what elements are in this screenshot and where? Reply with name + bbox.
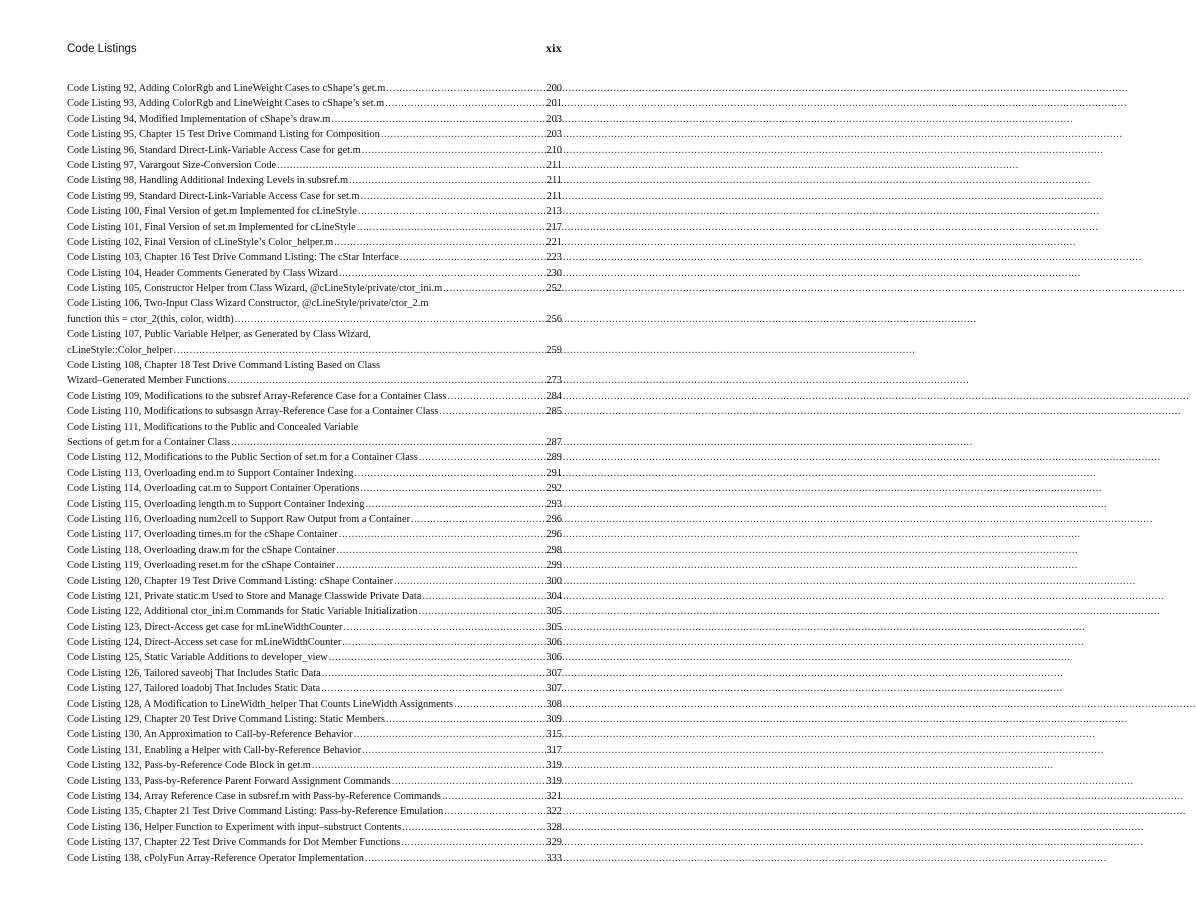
dot-leader <box>386 81 545 96</box>
dot-leader <box>321 681 545 696</box>
listing-entry <box>67 820 562 835</box>
dot-leader <box>402 820 545 835</box>
listing-entry <box>67 158 562 173</box>
listing-page-number: 299 <box>546 560 562 572</box>
listing-entry <box>67 758 562 773</box>
listing-title: Code Listing 116, Overloading num2cell to Support Raw Output from a Container <box>67 513 411 525</box>
page-number: xix <box>545 41 562 55</box>
dot-leader <box>411 512 545 527</box>
dot-leader <box>331 112 545 127</box>
listing-entry <box>67 743 562 758</box>
listing-entry <box>67 327 562 358</box>
listing-page-number: 308 <box>546 698 562 710</box>
listing-entry <box>67 389 562 404</box>
dot-leader <box>419 450 546 465</box>
listing-page-number: 317 <box>546 744 562 756</box>
listing-entry <box>67 681 562 696</box>
listing-page-number: 203 <box>546 113 562 125</box>
listing-title: Code Listing 102, Final Version of cLineStyle’s Color_helper.m <box>67 236 334 248</box>
listing-line <box>67 266 562 281</box>
listing-page-number: 211 <box>546 175 562 187</box>
listing-line <box>67 173 562 188</box>
listing-title: Code Listing 127, Tailored loadobj That Includes Static Data <box>67 683 321 695</box>
listing-page-number: 213 <box>546 206 562 218</box>
listing-line <box>67 589 562 604</box>
listing-entry <box>67 420 562 451</box>
listing-line <box>67 697 562 712</box>
dot-leader <box>442 789 545 804</box>
listing-page-number: 296 <box>546 529 562 541</box>
listing-entry <box>67 358 562 389</box>
listing-line <box>67 281 562 296</box>
dot-leader <box>339 527 546 542</box>
dot-leader <box>349 173 546 188</box>
listing-entry <box>67 250 562 265</box>
listing-title: Code Listing 105, Constructor Helper from Class Wizard, @cLineStyle/private/ctor_ini.m <box>67 283 443 295</box>
listing-page-number: 306 <box>546 637 562 649</box>
dot-leader <box>400 250 546 265</box>
dot-leader <box>227 373 545 388</box>
listing-page-number: 293 <box>546 498 562 510</box>
listing-title: Code Listing 113, Overloading end.m to Support Container Indexing <box>67 467 354 479</box>
listing-line <box>67 112 562 127</box>
listing-title: Code Listing 126, Tailored saveobj That Includes Static Data <box>67 667 321 679</box>
listing-page-number: 292 <box>546 483 562 495</box>
listing-title: Code Listing 137, Chapter 22 Test Drive Commands for Dot Member Functions <box>67 837 401 849</box>
dot-leader <box>277 158 546 173</box>
running-header <box>67 41 562 59</box>
listing-title-line: Code Listing 106, Two-Input Class Wizard Constructor, @cLineStyle/private/ctor_2.m <box>67 298 429 310</box>
listing-title-line: Code Listing 111, Modifications to the Public and Concealed Variable <box>67 421 359 433</box>
listing-page-number: 284 <box>546 390 562 402</box>
dot-leader <box>336 543 545 558</box>
dot-leader <box>439 404 545 419</box>
listing-page-number: 211 <box>546 159 562 171</box>
listing-entry <box>67 635 562 650</box>
listing-title: Code Listing 97, Varargout Size-Conversion Code <box>67 159 277 171</box>
listing-title: Code Listing 129, Chapter 20 Test Drive Command Listing: Static Members <box>67 714 385 726</box>
listing-entry <box>67 204 562 219</box>
listing-title: Code Listing 92, Adding ColorRgb and LineWeight Cases to cShape’s get.m <box>67 83 386 94</box>
listing-entry <box>67 81 562 96</box>
listing-entry <box>67 789 562 804</box>
listing-title: Code Listing 114, Overloading cat.m to Support Container Operations <box>67 483 360 495</box>
listing-title: Code Listing 95, Chapter 15 Test Drive Command Listing for Composition <box>67 129 380 141</box>
listing-line <box>67 789 562 804</box>
dot-leader <box>365 497 545 512</box>
listing-title: Code Listing 115, Overloading length.m to Support Container Indexing <box>67 498 365 510</box>
listing-line <box>67 250 562 265</box>
listing-line <box>67 158 562 173</box>
listing-entry <box>67 235 562 250</box>
listing-page-number: 210 <box>546 144 562 156</box>
listing-line <box>67 558 562 573</box>
listing-title-line: Code Listing 108, Chapter 18 Test Drive Command Listing Based on Class <box>67 360 381 372</box>
listing-page-number: 321 <box>546 790 562 802</box>
listing-title-line: Code Listing 107, Public Variable Helper, as Generated by Class Wizard, <box>67 329 371 341</box>
listing-entry <box>67 512 562 527</box>
listing-entry <box>67 697 562 712</box>
listing-title: Code Listing 117, Overloading times.m for the cShape Container <box>67 529 338 541</box>
listing-entry <box>67 266 562 281</box>
dot-leader <box>354 727 546 742</box>
listing-title: Code Listing 123, Direct-Access get case for mLineWidthCounter <box>67 621 343 633</box>
listing-line <box>67 835 562 850</box>
listing-page-number: 200 <box>546 83 562 94</box>
listing-title: function this = ctor_2(this, color, width) <box>67 313 234 325</box>
dot-leader <box>360 481 545 496</box>
listing-line <box>67 481 562 496</box>
listing-title: Code Listing 98, Handling Additional Indexing Levels in subsref.m <box>67 175 349 187</box>
listing-entry <box>67 543 562 558</box>
dot-leader <box>444 804 545 819</box>
listing-line <box>67 373 562 388</box>
listing-title: Sections of get.m for a Container Class <box>67 436 231 448</box>
listing-page-number: 306 <box>546 652 562 664</box>
listing-entry <box>67 404 562 419</box>
listing-title: Code Listing 110, Modifications to subsasgn Array-Reference Case for a Container Class <box>67 406 439 418</box>
listing-entry <box>67 96 562 111</box>
listing-line <box>67 758 562 773</box>
dot-leader <box>358 204 546 219</box>
dot-leader <box>361 189 546 204</box>
listing-line <box>67 143 562 158</box>
dot-leader <box>339 266 545 281</box>
listing-entry <box>67 127 562 142</box>
dot-leader <box>385 96 545 111</box>
listing-title: Code Listing 101, Final Version of set.m Implemented for cLineStyle <box>67 221 356 233</box>
listing-line <box>67 235 562 250</box>
listing-entry <box>67 666 562 681</box>
dot-leader <box>392 774 546 789</box>
listing-line <box>67 851 562 866</box>
listing-line <box>67 404 562 419</box>
listing-title: Code Listing 99, Standard Direct-Link-Variable Access Case for set.m <box>67 190 360 202</box>
listing-line <box>67 81 562 96</box>
listing-line <box>67 343 562 358</box>
dot-leader <box>454 697 545 712</box>
listing-page-number: 273 <box>546 375 562 387</box>
listing-page-number: 296 <box>546 513 562 525</box>
listing-entry <box>67 481 562 496</box>
listing-page-number: 304 <box>546 590 562 602</box>
listing-title: Code Listing 138, cPolyFun Array-Reference Operator Implementation <box>67 852 364 864</box>
listing-title: Code Listing 131, Enabling a Helper with Call-by-Reference Behavior <box>67 744 362 756</box>
dot-leader <box>354 466 545 481</box>
listing-page-number: 319 <box>546 760 562 772</box>
dot-leader <box>443 281 545 296</box>
listing-line <box>67 312 562 327</box>
dot-leader <box>418 604 545 619</box>
listing-line <box>67 804 562 819</box>
dot-leader <box>357 220 546 235</box>
listing-line <box>67 574 562 589</box>
listing-page-number: 329 <box>546 837 562 849</box>
dot-leader <box>312 758 546 773</box>
dot-leader <box>336 558 545 573</box>
listing-entry <box>67 143 562 158</box>
listing-line <box>67 650 562 665</box>
listing-line <box>67 127 562 142</box>
listing-line <box>67 497 562 512</box>
listing-line <box>67 527 562 542</box>
dot-leader <box>174 343 546 358</box>
listing-line <box>67 681 562 696</box>
listing-page-number: 211 <box>546 190 562 202</box>
dot-leader <box>362 743 545 758</box>
listing-entry <box>67 727 562 742</box>
listing-entry <box>67 804 562 819</box>
listing-title: Code Listing 125, Static Variable Additions to developer_view <box>67 652 328 664</box>
listing-page-number: 333 <box>546 852 562 864</box>
listing-entry <box>67 774 562 789</box>
listing-page-number: 309 <box>546 714 562 726</box>
listing-line <box>67 435 562 450</box>
listing-page-number: 289 <box>546 452 562 464</box>
listing-line <box>67 727 562 742</box>
listing-line <box>67 512 562 527</box>
listing-page-number: 315 <box>546 729 562 741</box>
dot-leader <box>322 666 546 681</box>
dot-leader <box>343 620 545 635</box>
listing-line <box>67 450 562 465</box>
listing-entry <box>67 466 562 481</box>
code-listings-list <box>67 81 562 866</box>
listing-line <box>67 466 562 481</box>
listing-page-number: 252 <box>546 283 562 295</box>
listing-entry <box>67 835 562 850</box>
listing-entry <box>67 589 562 604</box>
listing-line <box>67 743 562 758</box>
listing-line <box>67 204 562 219</box>
listing-entry <box>67 173 562 188</box>
listing-title: cLineStyle::Color_helper <box>67 344 173 356</box>
running-header-title: Code Listings <box>67 43 137 55</box>
listing-page-number: 307 <box>546 667 562 679</box>
listing-title: Code Listing 134, Array Reference Case in subsref.m with Pass-by-Reference Commands <box>67 790 441 802</box>
listing-title: Code Listing 136, Helper Function to Experiment with input–substruct Contents <box>67 821 402 833</box>
listing-entry <box>67 220 562 235</box>
listing-line <box>67 635 562 650</box>
listing-title: Code Listing 96, Standard Direct-Link-Variable Access Case for get.m <box>67 144 361 156</box>
listing-entry <box>67 650 562 665</box>
listing-entry <box>67 604 562 619</box>
listing-title: Code Listing 135, Chapter 21 Test Drive Command Listing: Pass-by-Reference Emulation <box>67 806 444 818</box>
dot-leader <box>231 435 545 450</box>
dot-leader <box>334 235 545 250</box>
listing-title: Code Listing 118, Overloading draw.m for the cShape Container <box>67 544 336 556</box>
listing-title: Code Listing 124, Direct-Access set case for mLineWidthCounter <box>67 637 342 649</box>
listing-entry <box>67 851 562 866</box>
listing-page-number: 307 <box>546 683 562 695</box>
listing-page-number: 298 <box>546 544 562 556</box>
listing-title: Wizard–Generated Member Functions <box>67 375 227 387</box>
listing-title: Code Listing 120, Chapter 19 Test Drive Command Listing: cShape Container <box>67 575 394 587</box>
dot-leader <box>365 851 545 866</box>
listing-entry <box>67 620 562 635</box>
listing-page-number: 201 <box>546 98 562 110</box>
listing-title: Code Listing 104, Header Comments Generated by Class Wizard <box>67 267 338 279</box>
listing-line <box>67 389 562 404</box>
listing-line <box>67 820 562 835</box>
listing-title: Code Listing 122, Additional ctor_ini.m Commands for Static Variable Initialization <box>67 606 418 618</box>
listing-title: Code Listing 93, Adding ColorRgb and LineWeight Cases to cShape’s set.m <box>67 98 385 110</box>
listing-page-number: 300 <box>546 575 562 587</box>
listing-page-number: 217 <box>546 221 562 233</box>
listing-title: Code Listing 112, Modifications to the Public Section of set.m for a Container Class <box>67 452 418 464</box>
listing-page-number: 322 <box>546 806 562 818</box>
listing-entry <box>67 712 562 727</box>
listing-entry <box>67 296 562 327</box>
dot-leader <box>422 589 545 604</box>
listing-title: Code Listing 103, Chapter 16 Test Drive Command Listing: The cStar Interface <box>67 252 399 264</box>
listing-page-number: 259 <box>546 344 562 356</box>
dot-leader <box>394 574 545 589</box>
listing-entry <box>67 527 562 542</box>
listing-page-number: 305 <box>546 621 562 633</box>
listing-page-number: 328 <box>546 821 562 833</box>
dot-leader <box>362 143 546 158</box>
dot-leader <box>386 712 545 727</box>
dot-leader <box>235 312 546 327</box>
listing-page-number: 305 <box>546 606 562 618</box>
listing-entry <box>67 450 562 465</box>
listing-line <box>67 543 562 558</box>
dot-leader <box>342 635 545 650</box>
listing-entry <box>67 497 562 512</box>
dot-leader <box>401 835 545 850</box>
listing-page-number: 319 <box>546 775 562 787</box>
listing-page-number: 221 <box>546 236 562 248</box>
listing-entry <box>67 574 562 589</box>
listing-entry <box>67 112 562 127</box>
listing-title: Code Listing 128, A Modification to LineWidth_helper That Counts LineWidth Assignments <box>67 698 453 710</box>
listing-line <box>67 712 562 727</box>
listing-title: Code Listing 121, Private static.m Used to Store and Manage Classwide Private Data <box>67 590 422 602</box>
listing-entry <box>67 558 562 573</box>
dot-leader <box>447 389 545 404</box>
listing-line <box>67 220 562 235</box>
listing-title: Code Listing 132, Pass-by-Reference Code Block in get.m <box>67 760 311 772</box>
listing-page-number: 291 <box>546 467 562 479</box>
listing-title: Code Listing 119, Overloading reset.m for the cShape Container <box>67 560 335 572</box>
listing-line <box>67 96 562 111</box>
listing-title: Code Listing 130, An Approximation to Call-by-Reference Behavior <box>67 729 353 741</box>
listing-page-number: 287 <box>546 436 562 448</box>
dot-leader <box>329 650 546 665</box>
listing-line <box>67 604 562 619</box>
listing-page-number: 203 <box>546 129 562 141</box>
listing-line <box>67 620 562 635</box>
listing-page-number: 230 <box>546 267 562 279</box>
listing-title: Code Listing 100, Final Version of get.m Implemented for cLineStyle <box>67 206 357 218</box>
listing-line <box>67 666 562 681</box>
listing-line <box>67 774 562 789</box>
listing-entry <box>67 189 562 204</box>
listing-page-number: 223 <box>546 252 562 264</box>
listing-title: Code Listing 133, Pass-by-Reference Parent Forward Assignment Commands <box>67 775 391 787</box>
listing-page-number: 285 <box>546 406 562 418</box>
listing-title: Code Listing 109, Modifications to the subsref Array-Reference Case for a Container Class <box>67 390 447 402</box>
listing-line <box>67 189 562 204</box>
listing-title: Code Listing 94, Modified Implementation of cShape’s draw.m <box>67 113 331 125</box>
dot-leader <box>381 127 546 142</box>
listing-entry <box>67 281 562 296</box>
listing-page-number: 256 <box>546 313 562 325</box>
